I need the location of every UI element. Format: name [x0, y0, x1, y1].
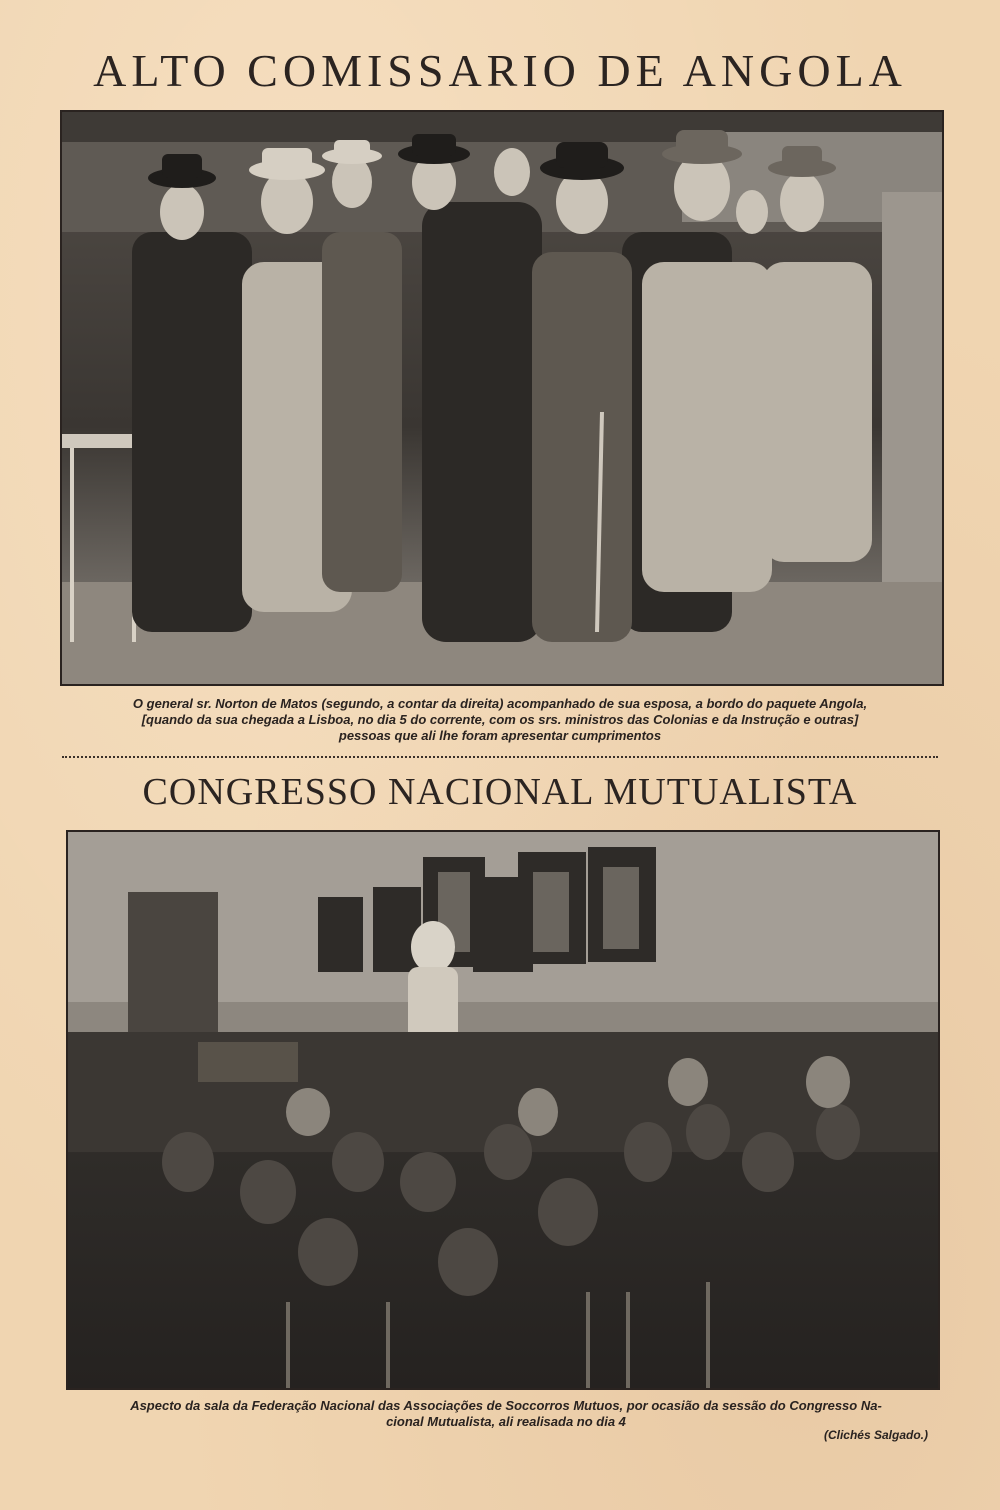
caption-congresso-line-2: cional Mutualista, ali realisada no dia 4 [386, 1414, 626, 1429]
photo-meeting-hall-illustration [68, 832, 938, 1388]
photo-group-portrait [60, 110, 944, 686]
caption-angola-line-2: [quando da sua chegada a Lisboa, no dia 5 do corrente, com os srs. ministros das Colonias e da Instrução e outras] [141, 712, 859, 727]
photo-meeting-hall [66, 830, 940, 1390]
section-title-congresso: CONGRESSO NACIONAL MUTUALISTA [142, 771, 858, 813]
caption-congresso [66, 1398, 946, 1430]
photo-group-portrait-illustration [62, 112, 942, 684]
caption-angola-line-3: pessoas que ali lhe foram apresentar cumprimentos [338, 728, 662, 743]
photo-credit: (Clichés Salgado.) [823, 1428, 928, 1442]
caption-congresso-line-1: Aspecto da sala da Federação Nacional das Associações de Soccorros Mutuos, por ocasião da sessão do Congresso Na- [130, 1398, 882, 1413]
section-title-angola: ALTO COMISSARIO DE ANGOLA [93, 45, 907, 96]
dotted-divider [62, 756, 938, 758]
caption-angola-line-1: O general sr. Norton de Matos (segundo, a contar da direita) acompanhado de sua esposa, a bordo do paquete Angola, [132, 696, 868, 711]
caption-angola [60, 696, 940, 744]
